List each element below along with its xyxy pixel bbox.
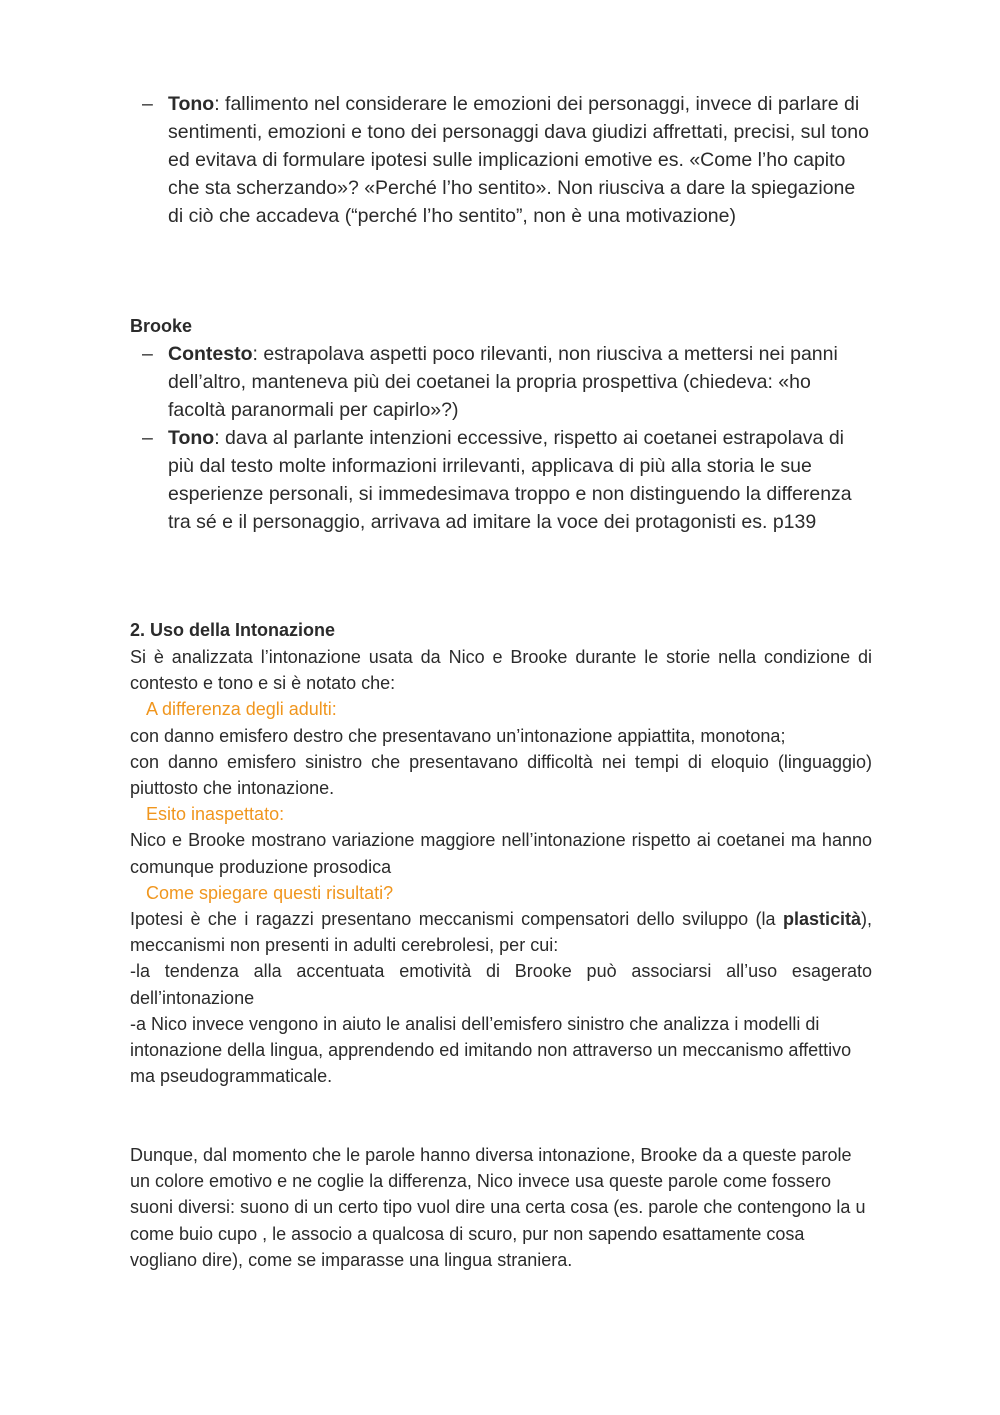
list-item	[130, 340, 870, 424]
hypothesis-bold-term: plasticità	[782, 909, 861, 930]
paragraph-left-hemisphere: con danno emisfero sinistro che presentavano difficoltà nei tempi di eloquio (linguaggio) piuttosto che intonazione.	[130, 751, 872, 799]
bullet-term: Contesto	[168, 343, 253, 365]
paragraph-nico-analysis: -a Nico invece vengono in aiuto le analisi dell’emisfero sinistro che analizza i modelli di intonazione della lingua, apprendendo ed imitando non attraverso un meccanismo affettivo ma pseudogrammaticale.	[130, 1013, 852, 1087]
paragraph-brooke-emotivity: -la tendenza alla accentuata emotività di Brooke può associarsi all’uso esagerato dell’intonazione	[130, 961, 872, 1008]
paragraph-right-hemisphere: con danno emisfero destro che presentavano un’intonazione appiattita, monotona;	[130, 725, 786, 746]
brooke-section	[130, 312, 870, 536]
bullet-text: : fallimento nel considerare le emozioni dei personaggi, invece di parlare di sentimenti, emozioni e tono dei personaggi dava giudizi affrettati, precisi, sul tono ed evitava di formulare ipotesi sulle implicazioni emotive es. «Come l’ho capito che sta scherzando»? «Perché l’ho sentito». Non riusciva a dare la spiegazione di ciò che accadeva (“perché l’ho sentito”, non è una motivazione)	[168, 93, 869, 227]
hypothesis-end: ), meccanismi non presenti in adulti cerebrolesi, per cui:	[130, 909, 872, 956]
bullet-text: : estrapolava aspetti poco rilevanti, non riusciva a mettersi nei panni dell’altro, manteneva più dei coetanei la propria prospettiva (chiedeva: «ho facoltà paranormali per capirlo»?)	[168, 343, 838, 421]
hypothesis-start: Ipotesi è che i ragazzi presentano meccanismi compensatori dello sviluppo (la	[130, 909, 783, 930]
intonation-section	[130, 616, 872, 1089]
paragraph-variation: Nico e Brooke mostrano variazione maggiore nell’intonazione rispetto ai coetanei ma hanno comunque produzione prosodica	[130, 830, 872, 877]
list-item	[130, 90, 870, 230]
subheading-explain: Come spiegare questi risultati?	[146, 882, 394, 903]
bullet-dash: –	[142, 343, 153, 365]
bullet-term: Tono	[168, 427, 215, 449]
intonation-intro: Si è analizzata l’intonazione usata da Nico e Brooke durante le storie nella condizione di contesto e tono e si è notato che:	[130, 647, 872, 694]
section-heading-brooke: Brooke	[130, 316, 193, 336]
subheading-unexpected: Esito inaspettato:	[146, 804, 285, 825]
nico-bullet-list	[130, 90, 870, 230]
paragraph-hypothesis	[130, 906, 872, 958]
section-heading-intonation: 2. Uso della Intonazione	[130, 620, 336, 640]
bullet-text: : dava al parlante intenzioni eccessive, rispetto ai coetanei estrapolava di più dal testo molte informazioni irrilevanti, applicava di più alla storia le sue esperienze personali, si immedesimava troppo e non distinguendo la differenza tra sé e il personaggio, arrivava ad imitare la voce dei protagonisti es. p139	[168, 427, 852, 533]
bullet-term: Tono	[168, 93, 215, 115]
paragraph-conclusion: Dunque, dal momento che le parole hanno diversa intonazione, Brooke da a queste parole un colore emotivo e ne coglie la differenza, Nico invece usa queste parole come fossero suoni diversi: suono di un certo tipo vuol dire una certa cosa (es. parole che contengono la u come buio cupo , le associo a qualcosa di scuro, pur non sapendo esattamente cosa vogliano dire), come se imparasse una lingua straniera.	[130, 1145, 866, 1270]
bullet-dash: –	[142, 427, 153, 449]
subheading-adults: A differenza degli adulti:	[146, 699, 337, 720]
conclusion-section	[130, 1142, 872, 1273]
nico-tone-section	[130, 90, 870, 230]
list-item	[130, 424, 870, 536]
brooke-bullet-list	[130, 340, 870, 536]
bullet-dash: –	[142, 93, 153, 115]
